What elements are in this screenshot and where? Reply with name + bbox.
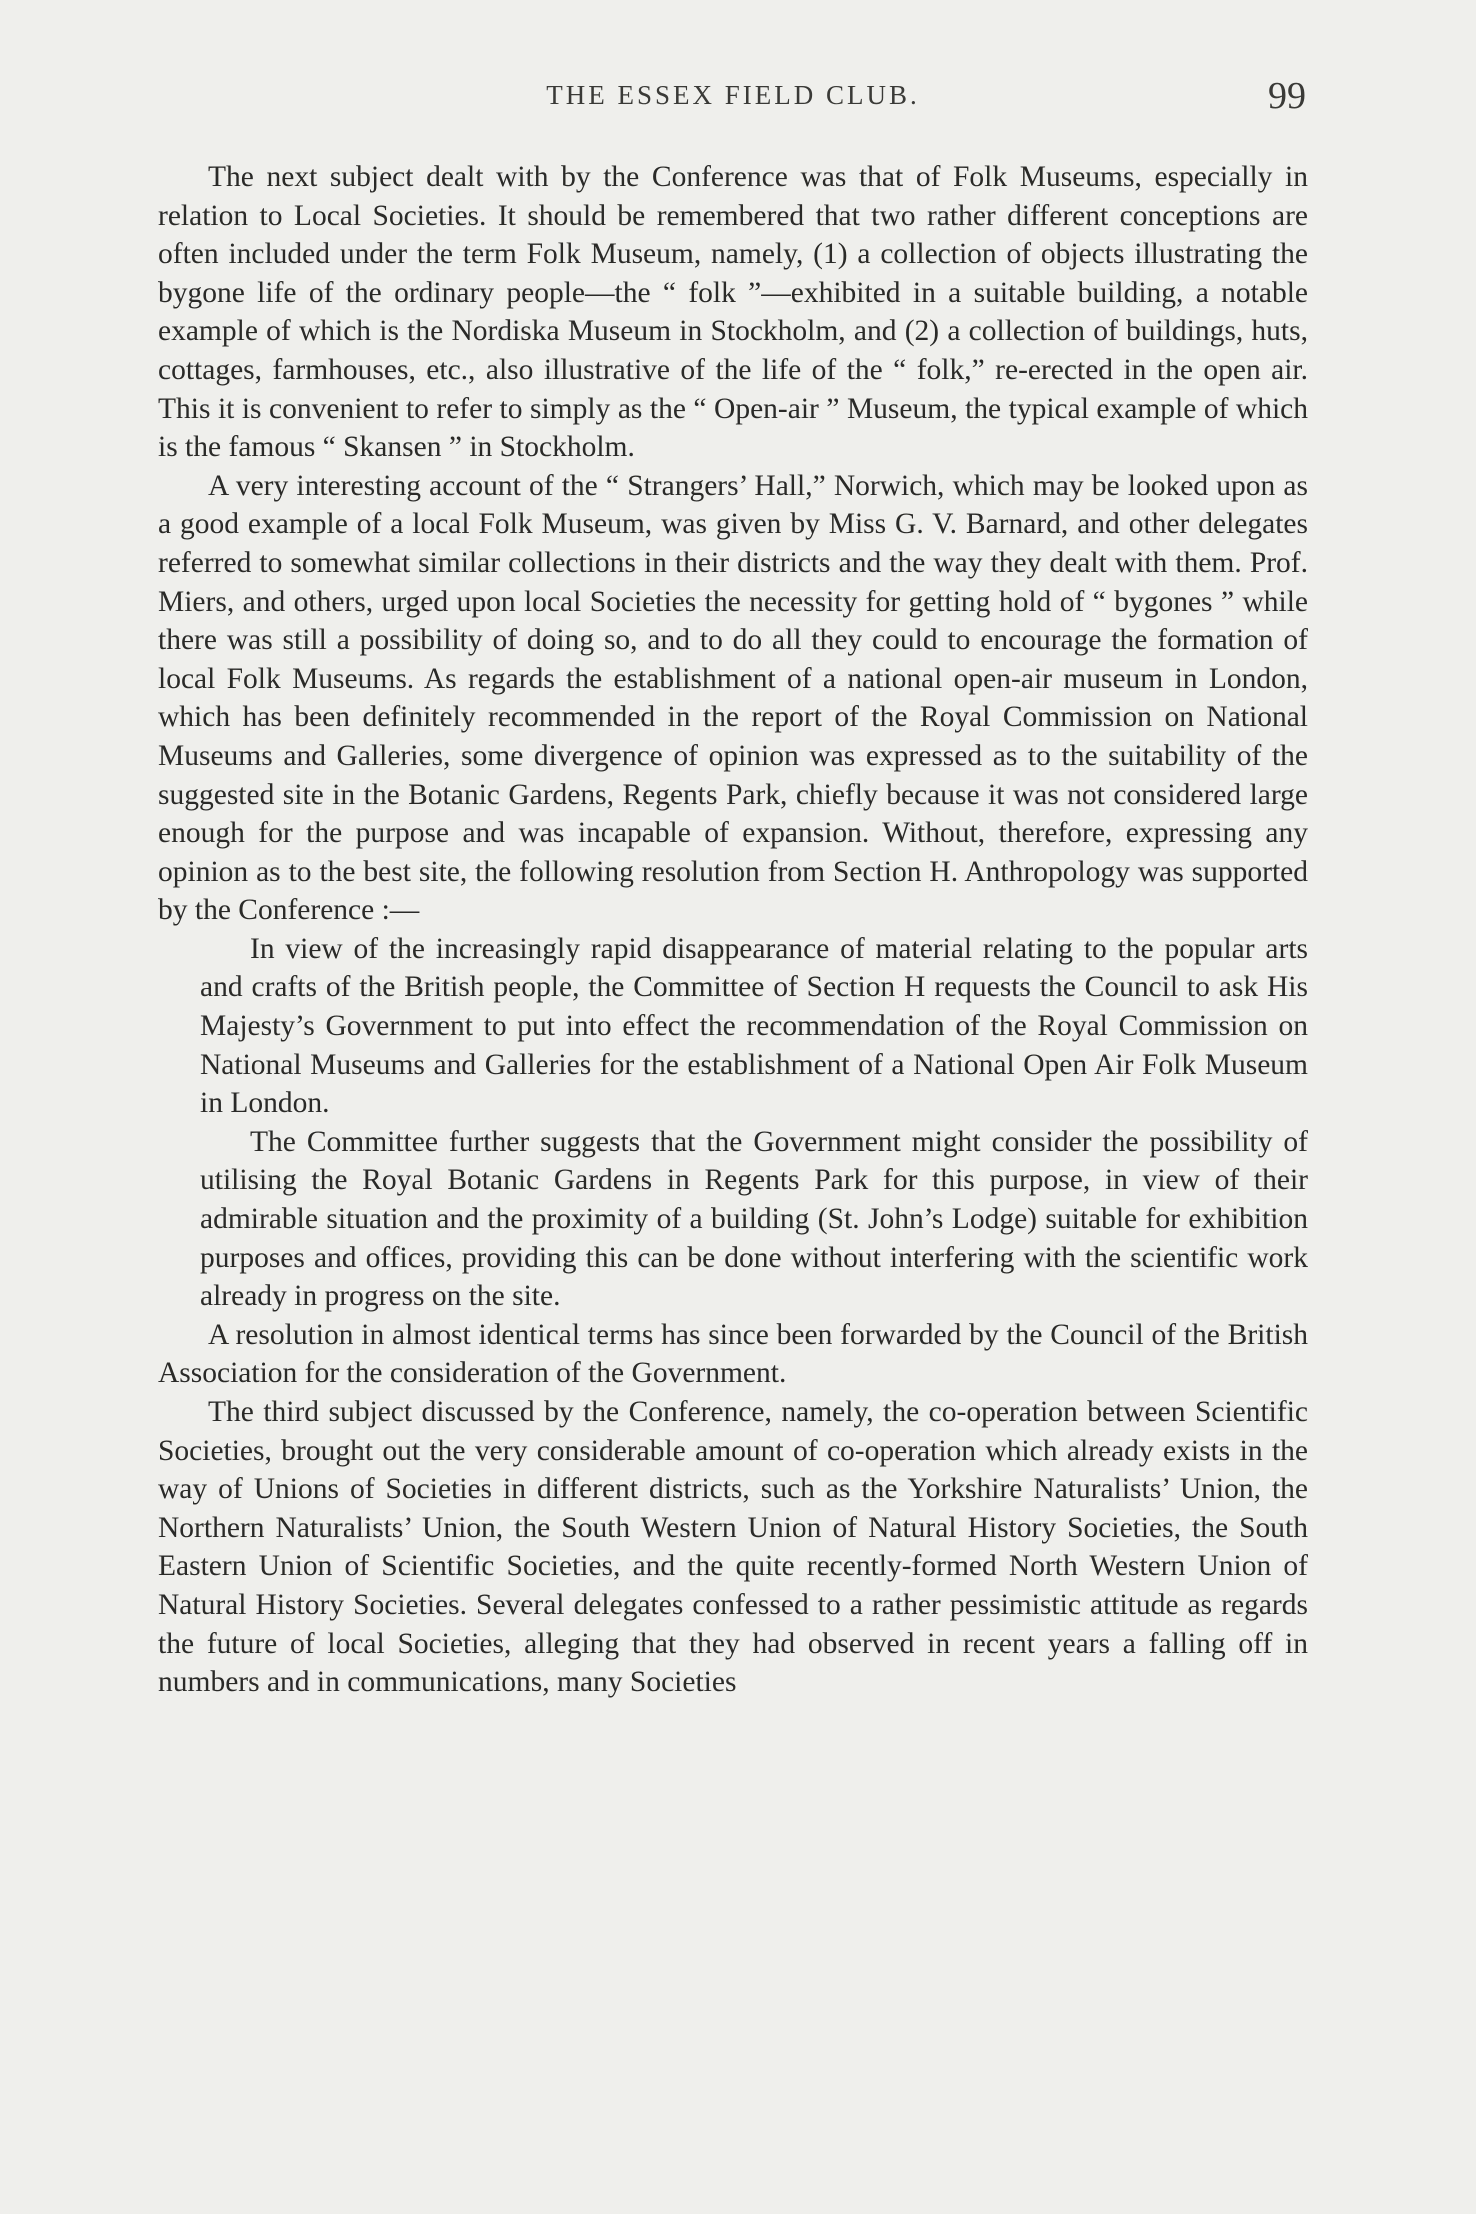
page-number: 99 xyxy=(1268,75,1306,117)
running-title: THE ESSEX FIELD CLUB. xyxy=(546,80,920,110)
body-text xyxy=(158,158,1308,930)
book-page xyxy=(158,72,1308,2172)
paragraph-co-operation: The third subject discussed by the Conference, namely, the co-operation between Scientific Societies, brought out the very considerable amount of co-operation which already exists in the way of Unions of Societies in different districts, such as the Yorkshire Naturalists’ Union, the Northern Naturalists’ Union, the South Western Union of Natural History Societies, the South Eastern Union of Scientific Societies, and the quite recently-formed North Western Union of Natural History Societies. Several delegates confessed to a rather pessimistic attitude as regards the future of local Societies, alleging that they had observed in recent years a falling off in numbers and in communications, many Societies xyxy=(158,1396,1308,1699)
resolution-paragraph-1: In view of the increasingly rapid disappearance of material relating to the popular arts and crafts of the British people, the Committee of Section H requests the Council to ask His Majesty’s Government to put into effect the recommendation of the Royal Commission on National Museums and Galleries for the establishment of a National Open Air Folk Museum in London. xyxy=(200,932,1308,1120)
paragraph-folk-museums: The next subject dealt with by the Conference was that of Folk Museums, especially in relation to Local Societies. It should be remembered that two rather different conceptions are often included under the term Folk Museum, namely, (1) a collection of objects illustrating the bygone life of the ordinary people—the “ folk ”—exhibited in a suitable building, a notable example of which is the Nordiska Museum in Stockholm, and (2) a collection of buildings, huts, cottages, farmhouses, etc., also illustrative of the life of the “ folk,” re-erected in the open air. This it is convenient to refer to simply as the “ Open-air ” Museum, the typical example of which is the famous “ Skansen ” in Stockholm. xyxy=(158,161,1308,464)
resolution-paragraph-2: The Committee further suggests that the Government might consider the possibility of utilising the Royal Botanic Gardens in Regents Park for this purpose, in view of their admirable situation and the proximity of a building (St. John’s Lodge) suitable for exhibition purposes and offices, providing this can be done without interfering with the scientific work already in progress on the site. xyxy=(200,1125,1308,1313)
paragraph-british-association: A resolution in almost identical terms has since been forwarded by the Council of the British Association for the consideration of the Government. xyxy=(158,1318,1308,1390)
running-head xyxy=(158,72,1308,132)
paragraph-strangers-hall: A very interesting account of the “ Strangers’ Hall,” Norwich, which may be looked upon as a good example of a local Folk Museum, was given by Miss G. V. Barnard, and other delegates referred to somewhat similar collections in their districts and the way they dealt with them. Prof. Miers, and others, urged upon local Societies the necessity for getting hold of “ bygones ” while there was still a possibility of doing so, and to do all they could to encourage the formation of local Folk Museums. As regards the establishment of a national open-air museum in London, which has been definitely recommended in the report of the Royal Commission on National Museums and Galleries, some divergence of opinion was expressed as to the suitability of the suggested site in the Botanic Gardens, Regents Park, chiefly because it was not considered large enough for the purpose and was incapable of expansion. Without, therefore, expressing any opinion as to the best site, the following resolution from Section H. Anthropology was supported by the Conference :— xyxy=(158,469,1308,927)
resolution-quote xyxy=(200,930,1308,1316)
body-text-continued xyxy=(158,1316,1308,1702)
